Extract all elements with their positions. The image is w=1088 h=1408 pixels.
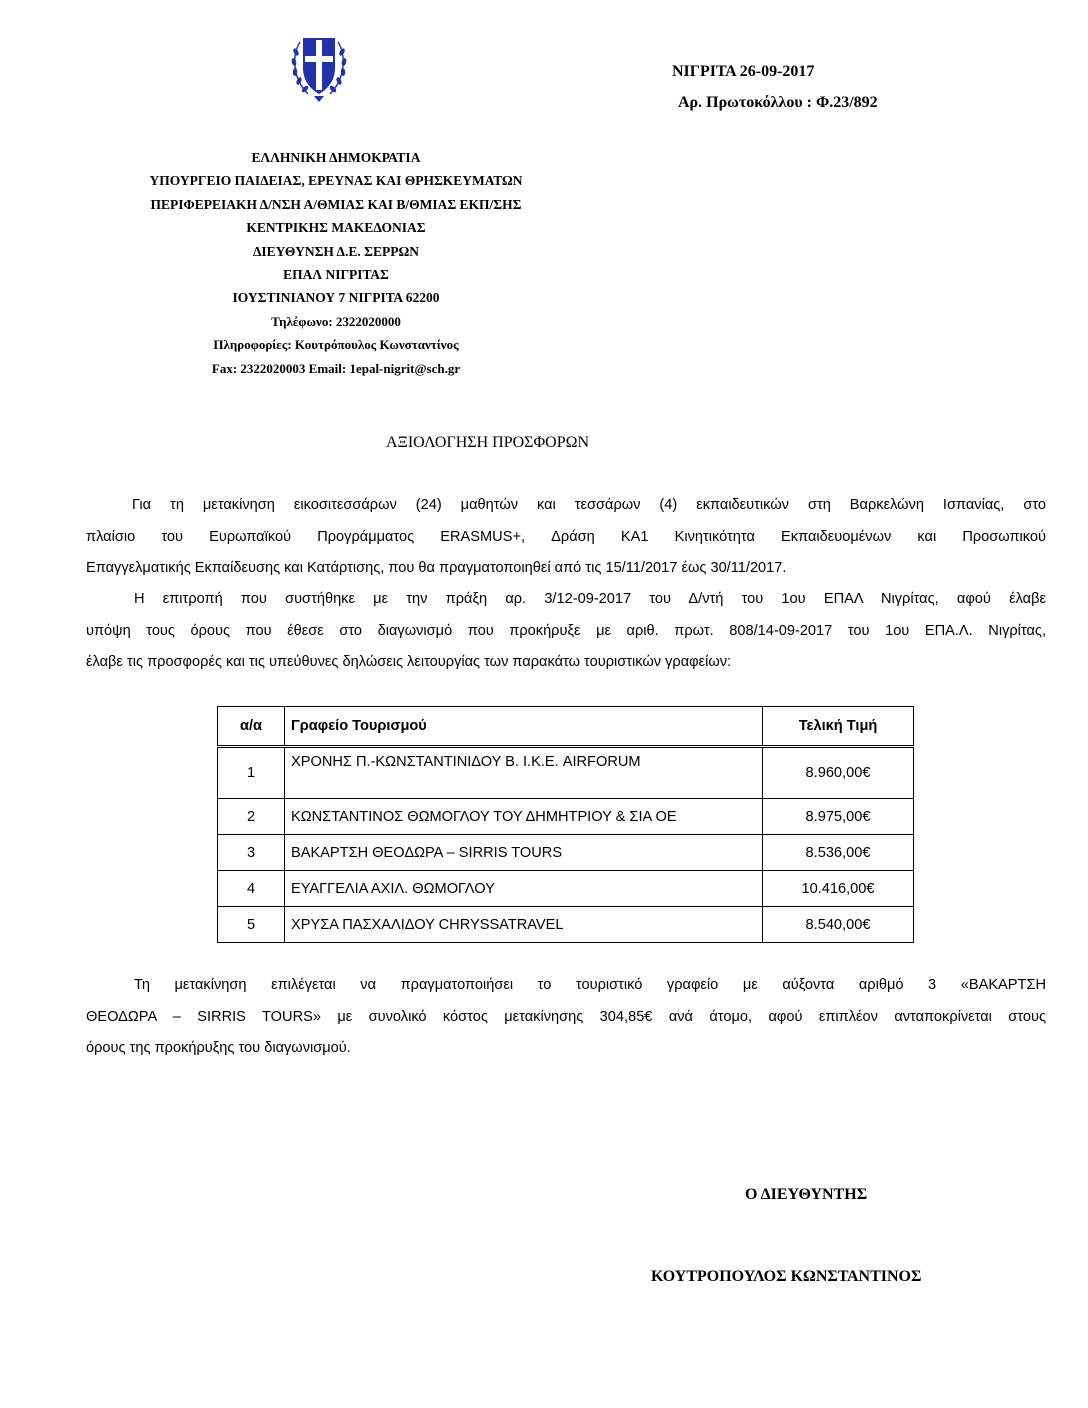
- protocol-number: Φ.23/892: [815, 94, 878, 111]
- sender-line: ΥΠΟΥΡΓΕΙΟ ΠΑΙΔΕΙΑΣ, ΕΡΕΥΝΑΣ ΚΑΙ ΘΡΗΣΚΕΥΜΑΤΩΝ: [149, 173, 523, 189]
- sender-line: ΕΠΑΛ ΝΙΓΡΙΤΑΣ: [283, 267, 389, 283]
- sender-line: ΕΛΛΗΝΙΚΗ ΔΗΜΟΚΡΑΤΙΑ: [251, 150, 421, 165]
- cell-aa: 1: [218, 747, 285, 799]
- cell-price: 8.540,00€: [763, 907, 914, 943]
- protocol-label: Αρ. Πρωτοκόλλου :: [678, 94, 812, 111]
- sender-line: ΚΕΝΤΡΙΚΗΣ ΜΑΚΕΔΟΝΙΑΣ: [246, 220, 426, 236]
- paragraph-line: όρους της προκήρυξης του διαγωνισμού.: [86, 1040, 351, 1056]
- paragraph-line: Για τη μετακίνηση εικοσιτεσσάρων (24) μαθητών και τεσσάρων (4) εκπαιδευτικών στη Βαρκελώνη Ισπανίας, στο: [132, 497, 1046, 513]
- paragraph-line: Τη μετακίνηση επιλέγεται να πραγματοποιήσει το τουριστικό γραφείο με αύξοντα αριθμό 3 «ΒΑΚΑΡΤΣΗ: [134, 977, 1046, 993]
- sender-line: ΙΟΥΣΤΙΝΙΑΝΟΥ 7 ΝΙΓΡΙΤΑ 62200: [232, 290, 440, 306]
- offers-table: [217, 706, 914, 943]
- cell-aa: 3: [218, 835, 285, 871]
- sender-line: ΔΙΕΥΘΥΝΣΗ Δ.Ε. ΣΕΡΡΩΝ: [252, 243, 420, 259]
- header-aa: α/α: [218, 707, 285, 747]
- cell-price: 8.960,00€: [763, 747, 914, 799]
- cell-price: 8.975,00€: [763, 799, 914, 835]
- paragraph-line: ΘΕΟΔΩΡΑ – SIRRIS TOURS» με συνολικό κόστος μετακίνησης 304,85€ ανά άτομο, αφού επιπλέον ανταποκρίνεται στους: [86, 1008, 1046, 1025]
- table-row: [218, 747, 914, 799]
- cell-aa: 5: [218, 907, 285, 943]
- header-price: Τελική Τιμή: [763, 707, 914, 747]
- greek-coat-of-arms-icon: [286, 30, 352, 104]
- paragraph-intro: [86, 490, 1046, 585]
- table-row: [218, 907, 914, 943]
- sender-phone: Τηλέφωνο: 2322020000: [271, 313, 401, 329]
- cell-price: 10.416,00€: [763, 871, 914, 907]
- paragraph-selection: [86, 970, 1046, 1065]
- city-date: ΝΙΓΡΙΤΑ 26-09-2017: [672, 63, 815, 80]
- table-header-row: [218, 707, 914, 747]
- sender-line: ΠΕΡΙΦΕΡΕΙΑΚΗ Δ/ΝΣΗ Α/ΘΜΙΑΣ ΚΑΙ Β/ΘΜΙΑΣ ΕΚΠ/ΣΗΣ: [150, 196, 522, 212]
- protocol-line: [672, 87, 878, 118]
- table-row: [218, 871, 914, 907]
- paragraph-line: έλαβε τις προσφορές και τις υπεύθυνες δηλώσεις λειτουργίας των παρακάτω τουριστικών γραφείων:: [86, 654, 732, 670]
- sender-info: Πληροφορίες: Κουτρόπουλος Κωνσταντίνος: [213, 337, 459, 353]
- sender-header: [92, 146, 580, 380]
- cell-office: ΒΑΚΑΡΤΣΗ ΘΕΟΔΩΡΑ – SIRRIS TOURS: [285, 835, 763, 871]
- signer-title: Ο ΔΙΕΥΘΥΝΤΗΣ: [745, 1186, 868, 1203]
- paragraph-line: πλαίσιο του Ευρωπαϊκού Προγράμματος ERASMUS+, Δράση ΚΑ1 Κινητικότητα Εκπαιδευομένων και Προσωπικού: [86, 528, 1046, 545]
- cell-office: ΧΡΟΝΗΣ Π.-ΚΩΝΣΤΑΝΤΙΝΙΔΟΥ Β. Ι.Κ.Ε. AIRFORUM: [285, 747, 763, 799]
- sender-fax-email: Fax: 2322020003 Email: 1epal-nigrit@sch.gr: [211, 360, 461, 376]
- document-title: ΑΞΙΟΛΟΓΗΣΗ ΠΡΟΣΦΟΡΩΝ: [386, 434, 590, 451]
- paragraph-committee: [86, 584, 1046, 679]
- table-row: [218, 799, 914, 835]
- paragraph-line: υπόψη τους όρους που έθεσε στο διαγωνισμό που προκήρυξε με αριθ. πρωτ. 808/14-09-2017 του 1ου ΕΠΑ.Λ. Νιγρίτας,: [86, 622, 1046, 639]
- cell-office: ΕΥΑΓΓΕΛΙΑ ΑΧΙΛ. ΘΩΜΟΓΛΟΥ: [285, 871, 763, 907]
- document-date-protocol: [672, 56, 878, 118]
- paragraph-line: Η επιτροπή που συστήθηκε με την πράξη αρ. 3/12-09-2017 του Δ/ντή του 1ου ΕΠΑΛ Νιγρίτας, αφού έλαβε: [134, 591, 1046, 607]
- cell-office: ΧΡΥΣΑ ΠΑΣΧΑΛΙΔΟΥ CHRYSSATRAVEL: [285, 907, 763, 943]
- cell-aa: 2: [218, 799, 285, 835]
- table-row: [218, 835, 914, 871]
- cell-aa: 4: [218, 871, 285, 907]
- signer-name: ΚΟΥΤΡΟΠΟΥΛΟΣ ΚΩΝΣΤΑΝΤΙΝΟΣ: [651, 1268, 922, 1285]
- paragraph-line: Επαγγελματικής Εκπαίδευσης και Κατάρτισης, που θα πραγματοποιηθεί από τις 15/11/2017 έως 30/11/2017.: [86, 560, 787, 576]
- header-office: Γραφείο Τουρισμού: [285, 707, 763, 747]
- cell-price: 8.536,00€: [763, 835, 914, 871]
- cell-office: ΚΩΝΣΤΑΝΤΙΝΟΣ ΘΩΜΟΓΛΟΥ ΤΟΥ ΔΗΜΗΤΡΙΟΥ & ΣΙΑ ΟΕ: [285, 799, 763, 835]
